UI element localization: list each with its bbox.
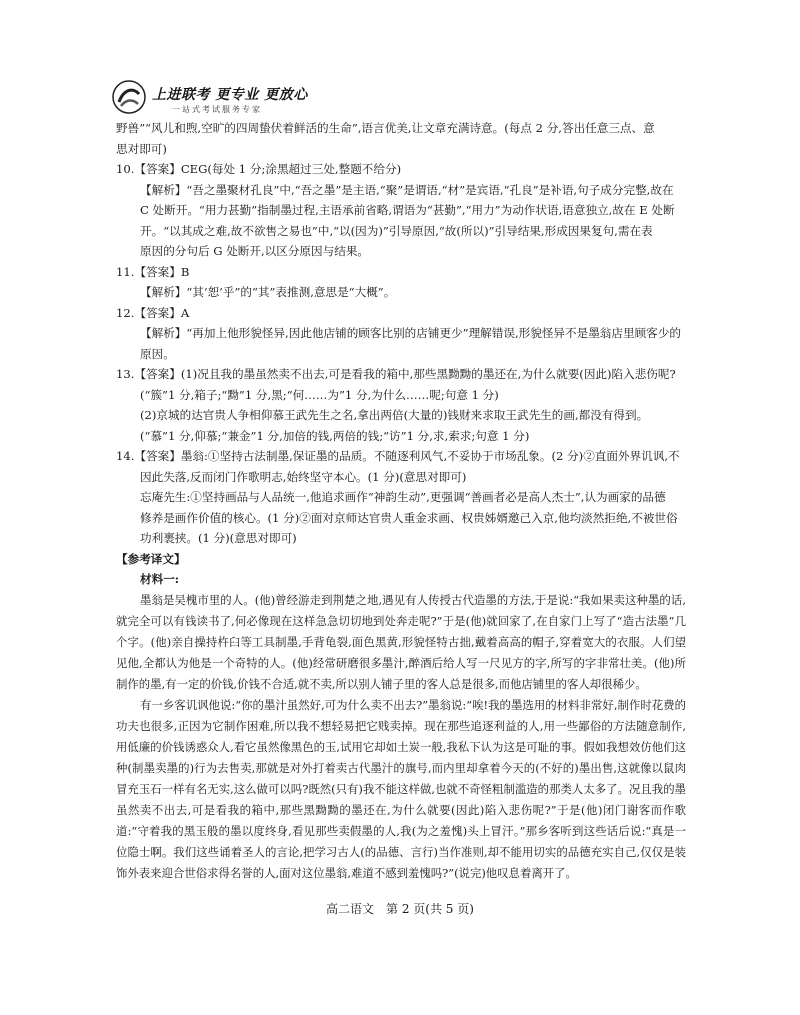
answer-line: 野兽”“风儿和煦,空旷的四周蛰伏着鲜活的生命”,语言优美,让文章充满诗意。(每点 2 分,答出任意三点、意: [116, 121, 655, 135]
brand-slogan: 上进联考 更专业 更放心: [152, 87, 308, 103]
translation-paragraph: 有一乡客讥讽他说:“你的墨汁虽然好,可为什么卖不出去?”墨翁说:“唉!我的墨选用的材料非常好,制作时花费的功夫也很多,正因为它制作困难,所以我不想轻易把它贱卖掉。现在那些追逐利益的人,用一些鄙俗的方法随意制作,用低廉的价钱诱惑众人,看它虽然像黑色的玉,试用它却如土炭一般,我私下认为这是可耻的事。假如我想效仿他们这种(制墨卖墨的)行为去售卖,那就是对外打着卖古代墨汁的旗号,而内里却拿着今天的(不好的)墨出售,这就像以鼠肉冒充玉石一样有名无实,这么做可以吗?既然(只有)我不能这样做,也就不奇怪粗制滥造的那类人太多了。况且我的墨虽然卖不出去,可是看我的箱中,那些黑黝黝的墨还在,为什么就要(因此)陷入悲伤呢?”于是(他)闭门谢客而作歌道:“守着我的黑玉般的墨以度终身,看见那些卖假墨的人,我(为之羞愧)头上冒汗。”那乡客听到这些话后说:“真是一位隐士啊。我们这些诵着圣人的言论,把学习古人(的品德、言行)当作准则,却不能用切实的品德充实自己,仅仅是装饰外表来迎合世俗求得名誉的人,面对这位墨翁,难道不感到羞愧吗?”(说完)他叹息着离开了。: [116, 697, 686, 880]
question-14-answer: 14.【答案】墨翁:①坚持古法制墨,保证墨的品质。不随逐利风气,不妥协于市场乱象。(2 分)②直面外界讥讽,不: [116, 449, 680, 463]
answer-line: 功利裹挟。(1 分)(意思对即可): [140, 531, 297, 545]
answer-line: 因此失落,反而闭门作歌明志,始终坚守本心。(1 分)(意思对即可): [140, 469, 467, 484]
logo-icon: [112, 80, 146, 114]
answer-line: 忘庵先生:①坚持画品与人品统一,他追求画作“神韵生动”,更强调“善画者必是高人杰士”,认为画家的品德: [140, 490, 666, 504]
answer-line: 思对即可): [116, 141, 167, 156]
answer-line: 【解析】“再加上他形貌怪异,因此他店铺的顾客比别的店铺更少”理解错误,形貌怪异不是墨翁店里顾客少的: [140, 326, 681, 340]
translation-paragraph: 墨翁是吴槐市里的人。(他)曾经游走到荆楚之地,遇见有人传授古代造墨的方法,于是说:“我如果卖这种墨的话,就完全可以有钱读书了,何必像现在这样急急切切地到处奔走呢?”于是(他)就回家了,在自家门上写了“造古法墨”几个字。(他)亲自操持杵臼等工具制墨,手背龟裂,面色黑黄,形貌怪特古拙,戴着高高的帽子,穿着宽大的衣服。人们望见他,全都认为他是一个奇特的人。(他)经常研磨很多墨汁,醉酒后给人写一尺见方的字,所写的字非常壮美。(他)所制作的墨,有一定的价钱,价钱不合适,就不卖,所以别人铺子里的客人总是很多,而他店铺里的客人却很稀少。: [116, 592, 686, 691]
answer-line: 开。“以其成之难,故不欲售之易也”中,“以(因为)”引导原因,“故(所以)”引导结果,形成因果复句,需在表: [140, 223, 653, 238]
answer-line: 【解析】“吾之墨聚材孔良”中,“吾之墨”是主语,“聚”是谓语,“材”是宾语,“孔良”是补语,句子成分完整,故在: [140, 182, 674, 197]
translation-heading: 【参考译文】: [116, 551, 186, 566]
answer-line: 修养是画作价值的核心。(1 分)②面对京师达官贵人重金求画、权贵姊婿邀己入京,他均淡然拒绝,不被世俗: [140, 510, 678, 525]
answer-line: (“簇”1 分,箱子;“黝”1 分,黑;“何……为”1 分,为什么……呢;句意 1 分): [140, 387, 499, 402]
answer-line: 【解析】“其‘恕’乎”的“其”表推测,意思是“大概”。: [140, 285, 396, 299]
question-11-answer: 11.【答案】B: [116, 264, 190, 279]
question-13-answer: 13.【答案】(1)况且我的墨虽然卖不出去,可是看我的箱中,那些黑黝黝的墨还在,为什么就要(因此)陷入悲伤呢?: [116, 367, 676, 381]
brand-tagline: 一站式考试服务专家: [172, 105, 262, 114]
answer-line: (2)京城的达官贵人争相仰慕王武先生之名,拿出两倍(大量的)钱财来求取王武先生的画,都没有得到。: [140, 408, 649, 422]
question-12-answer: 12.【答案】A: [116, 305, 190, 320]
answer-line: (“慕”1 分,仰慕;“兼金”1 分,加倍的钱,两倍的钱;“访”1 分,求,索求;句意 1 分): [140, 428, 530, 443]
question-10-answer: 10.【答案】CEG(每处 1 分;涂黑超过三处,整题不给分): [116, 162, 402, 176]
answer-line: C 处断开。“用力甚勤”指制墨过程,主语承前省略,谓语为“甚勤”,“用力”为动作状语,语意独立,故在 E 处断: [140, 203, 675, 217]
answer-line: 原因。: [140, 346, 175, 361]
material-label: 材料一:: [140, 572, 180, 586]
page-header: [112, 78, 352, 118]
answer-line: 原因的分句后 G 处断开,以区分原因与结果。: [140, 244, 370, 258]
page-footer: 高二语文 第 2 页(共 5 页): [326, 902, 474, 916]
answer-content: [116, 118, 686, 884]
